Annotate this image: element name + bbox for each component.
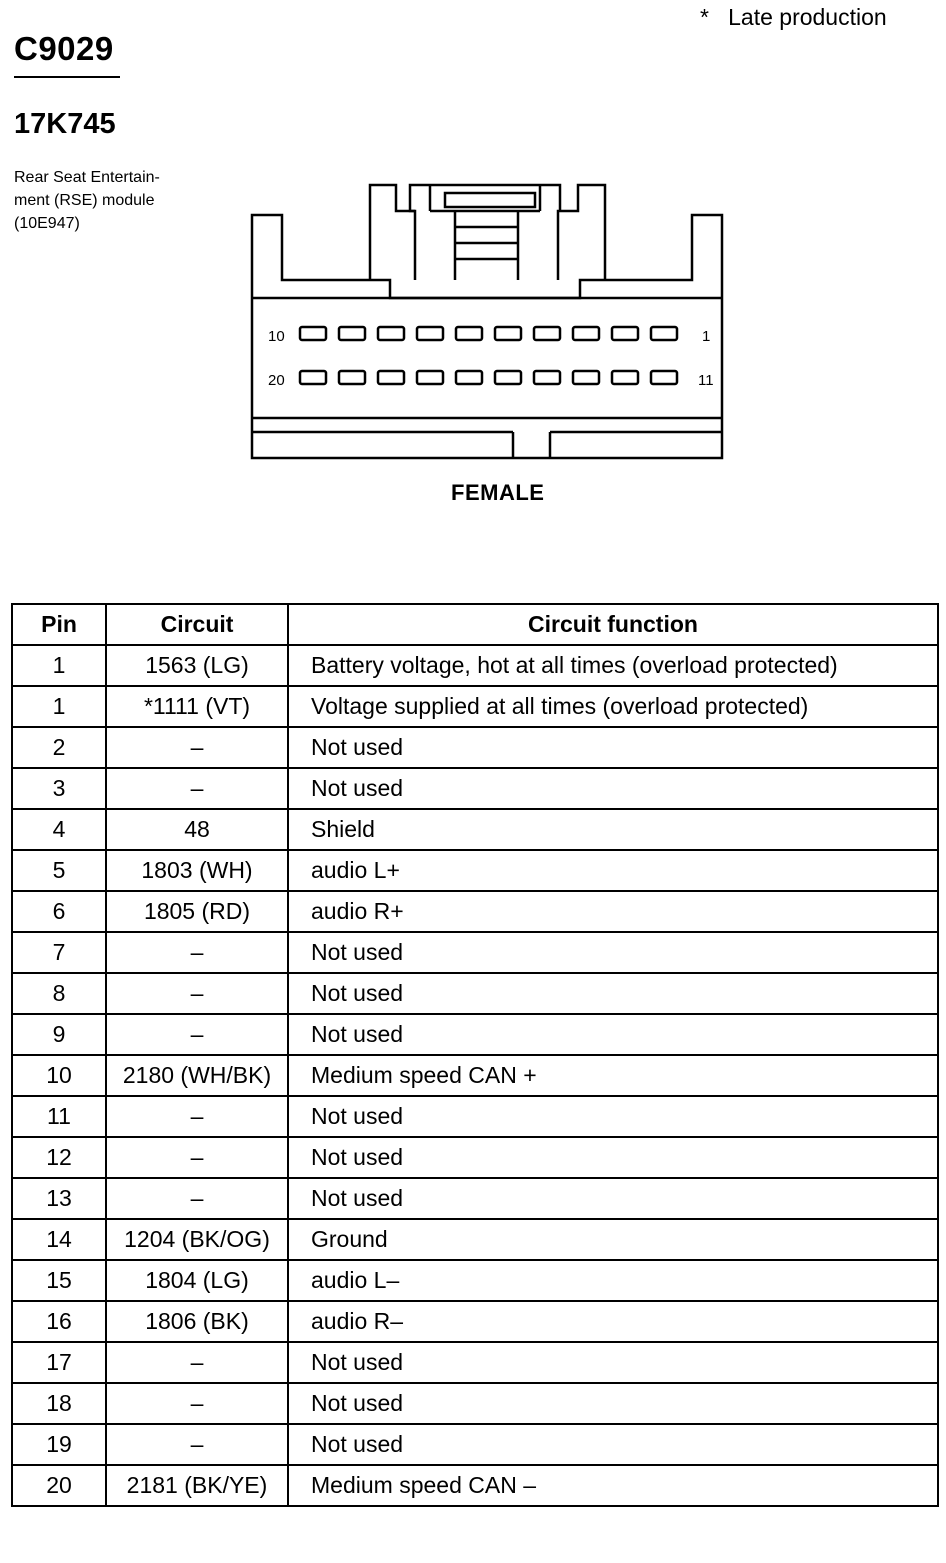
pin-number-cell: 18 xyxy=(12,1383,106,1424)
pin-cavity xyxy=(534,371,560,384)
circuit-function-cell: Not used xyxy=(288,727,938,768)
table-row xyxy=(12,1014,938,1055)
table-row xyxy=(12,1096,938,1137)
pin-number-cell: 3 xyxy=(12,768,106,809)
pin-cavity xyxy=(495,327,521,340)
pin-number-cell: 11 xyxy=(12,1096,106,1137)
circuit-cell: – xyxy=(106,1342,288,1383)
bottom-row-left-pin-label: 20 xyxy=(268,372,285,389)
circuit-function-cell: Voltage supplied at all times (overload protected) xyxy=(288,686,938,727)
pin-cavity xyxy=(612,327,638,340)
table-row xyxy=(12,1260,938,1301)
circuit-cell: 1806 (BK) xyxy=(106,1301,288,1342)
table-row xyxy=(12,1301,938,1342)
circuit-function-cell: Battery voltage, hot at all times (overload protected) xyxy=(288,645,938,686)
connector-housing xyxy=(252,185,722,458)
table-row xyxy=(12,932,938,973)
connector-face-diagram xyxy=(240,175,740,475)
table-row xyxy=(12,809,938,850)
table-row xyxy=(12,850,938,891)
header-pin: Pin xyxy=(12,604,106,645)
pin-number-cell: 5 xyxy=(12,850,106,891)
pin-cavity xyxy=(339,327,365,340)
pin-cavity xyxy=(495,371,521,384)
table-row xyxy=(12,1424,938,1465)
pin-number-cell: 14 xyxy=(12,1219,106,1260)
circuit-function-cell: Ground xyxy=(288,1219,938,1260)
circuit-function-cell: Medium speed CAN – xyxy=(288,1465,938,1506)
pin-number-cell: 1 xyxy=(12,686,106,727)
pin-number-cell: 8 xyxy=(12,973,106,1014)
pin-cavity xyxy=(378,327,404,340)
circuit-cell: 2181 (BK/YE) xyxy=(106,1465,288,1506)
pin-number-cell: 6 xyxy=(12,891,106,932)
header-circuit: Circuit xyxy=(106,604,288,645)
pin-number-cell: 7 xyxy=(12,932,106,973)
circuit-cell: – xyxy=(106,1014,288,1055)
circuit-function-cell: Not used xyxy=(288,932,938,973)
circuit-function-cell: Not used xyxy=(288,973,938,1014)
circuit-cell: 1804 (LG) xyxy=(106,1260,288,1301)
circuit-cell: 1204 (BK/OG) xyxy=(106,1219,288,1260)
circuit-cell: – xyxy=(106,973,288,1014)
table-row xyxy=(12,973,938,1014)
pin-number-cell: 4 xyxy=(12,809,106,850)
table-row xyxy=(12,1383,938,1424)
table-row xyxy=(12,1342,938,1383)
circuit-function-cell: Not used xyxy=(288,1014,938,1055)
circuit-function-cell: Shield xyxy=(288,809,938,850)
circuit-function-cell: Not used xyxy=(288,1342,938,1383)
circuit-cell: – xyxy=(106,932,288,973)
pin-cavity xyxy=(417,371,443,384)
pin-cavity xyxy=(300,327,326,340)
pin-number-cell: 17 xyxy=(12,1342,106,1383)
circuit-cell: 48 xyxy=(106,809,288,850)
circuit-function-cell: audio R+ xyxy=(288,891,938,932)
module-description-line-3: (10E947) xyxy=(14,215,80,232)
pin-cavity xyxy=(573,327,599,340)
bottom-row-right-pin-label: 11 xyxy=(698,372,714,389)
pin-number-cell: 15 xyxy=(12,1260,106,1301)
pinout-table xyxy=(11,603,939,1507)
circuit-function-cell: audio L+ xyxy=(288,850,938,891)
circuit-cell: 1803 (WH) xyxy=(106,850,288,891)
pin-cavity xyxy=(651,327,677,340)
table-row xyxy=(12,727,938,768)
pin-cavity xyxy=(651,371,677,384)
circuit-cell: – xyxy=(106,1383,288,1424)
circuit-cell: – xyxy=(106,1424,288,1465)
circuit-cell: *1111 (VT) xyxy=(106,686,288,727)
circuit-cell: 1805 (RD) xyxy=(106,891,288,932)
pin-number-cell: 16 xyxy=(12,1301,106,1342)
pin-number-cell: 12 xyxy=(12,1137,106,1178)
table-header-row xyxy=(12,604,938,645)
pin-number-cell: 9 xyxy=(12,1014,106,1055)
pin-cavities xyxy=(300,327,677,384)
pin-number-cell: 19 xyxy=(12,1424,106,1465)
circuit-cell: – xyxy=(106,727,288,768)
pin-number-cell: 10 xyxy=(12,1055,106,1096)
circuit-cell: 1563 (LG) xyxy=(106,645,288,686)
table-row xyxy=(12,1465,938,1506)
pin-cavity xyxy=(378,371,404,384)
late-production-note: * Late production xyxy=(700,4,887,30)
table-row xyxy=(12,1055,938,1096)
pin-cavity xyxy=(456,327,482,340)
module-description-line-2: ment (RSE) module xyxy=(14,192,155,209)
top-row-left-pin-label: 10 xyxy=(268,328,285,345)
pin-cavity xyxy=(456,371,482,384)
circuit-cell: 2180 (WH/BK) xyxy=(106,1055,288,1096)
circuit-function-cell: audio R– xyxy=(288,1301,938,1342)
circuit-function-cell: Not used xyxy=(288,768,938,809)
table-row xyxy=(12,645,938,686)
table-row xyxy=(12,1219,938,1260)
table-row xyxy=(12,686,938,727)
pin-cavity xyxy=(573,371,599,384)
top-row-right-pin-label: 1 xyxy=(702,328,711,345)
circuit-function-cell: Not used xyxy=(288,1383,938,1424)
table-row xyxy=(12,1178,938,1219)
circuit-cell: – xyxy=(106,1178,288,1219)
circuit-function-cell: Not used xyxy=(288,1137,938,1178)
circuit-cell: – xyxy=(106,1137,288,1178)
table-row xyxy=(12,1137,938,1178)
table-row xyxy=(12,891,938,932)
circuit-cell: – xyxy=(106,1096,288,1137)
circuit-function-cell: audio L– xyxy=(288,1260,938,1301)
circuit-function-cell: Not used xyxy=(288,1424,938,1465)
pin-cavity xyxy=(534,327,560,340)
circuit-function-cell: Not used xyxy=(288,1178,938,1219)
table-row xyxy=(12,768,938,809)
connector-id: C9029 xyxy=(14,30,114,67)
pin-number-cell: 2 xyxy=(12,727,106,768)
circuit-function-cell: Not used xyxy=(288,1096,938,1137)
header-circuit-function: Circuit function xyxy=(288,604,938,645)
circuit-function-cell: Medium speed CAN + xyxy=(288,1055,938,1096)
module-description-line-1: Rear Seat Entertain- xyxy=(14,169,160,186)
pin-cavity xyxy=(300,371,326,384)
circuit-cell: – xyxy=(106,768,288,809)
gender-label: FEMALE xyxy=(451,480,545,505)
connector-id-underline xyxy=(14,76,120,78)
pin-cavity xyxy=(612,371,638,384)
pin-cavity xyxy=(339,371,365,384)
pin-cavity xyxy=(417,327,443,340)
module-description xyxy=(14,166,160,235)
part-number: 17K745 xyxy=(14,108,116,140)
pin-number-cell: 20 xyxy=(12,1465,106,1506)
pin-number-cell: 13 xyxy=(12,1178,106,1219)
pin-number-cell: 1 xyxy=(12,645,106,686)
